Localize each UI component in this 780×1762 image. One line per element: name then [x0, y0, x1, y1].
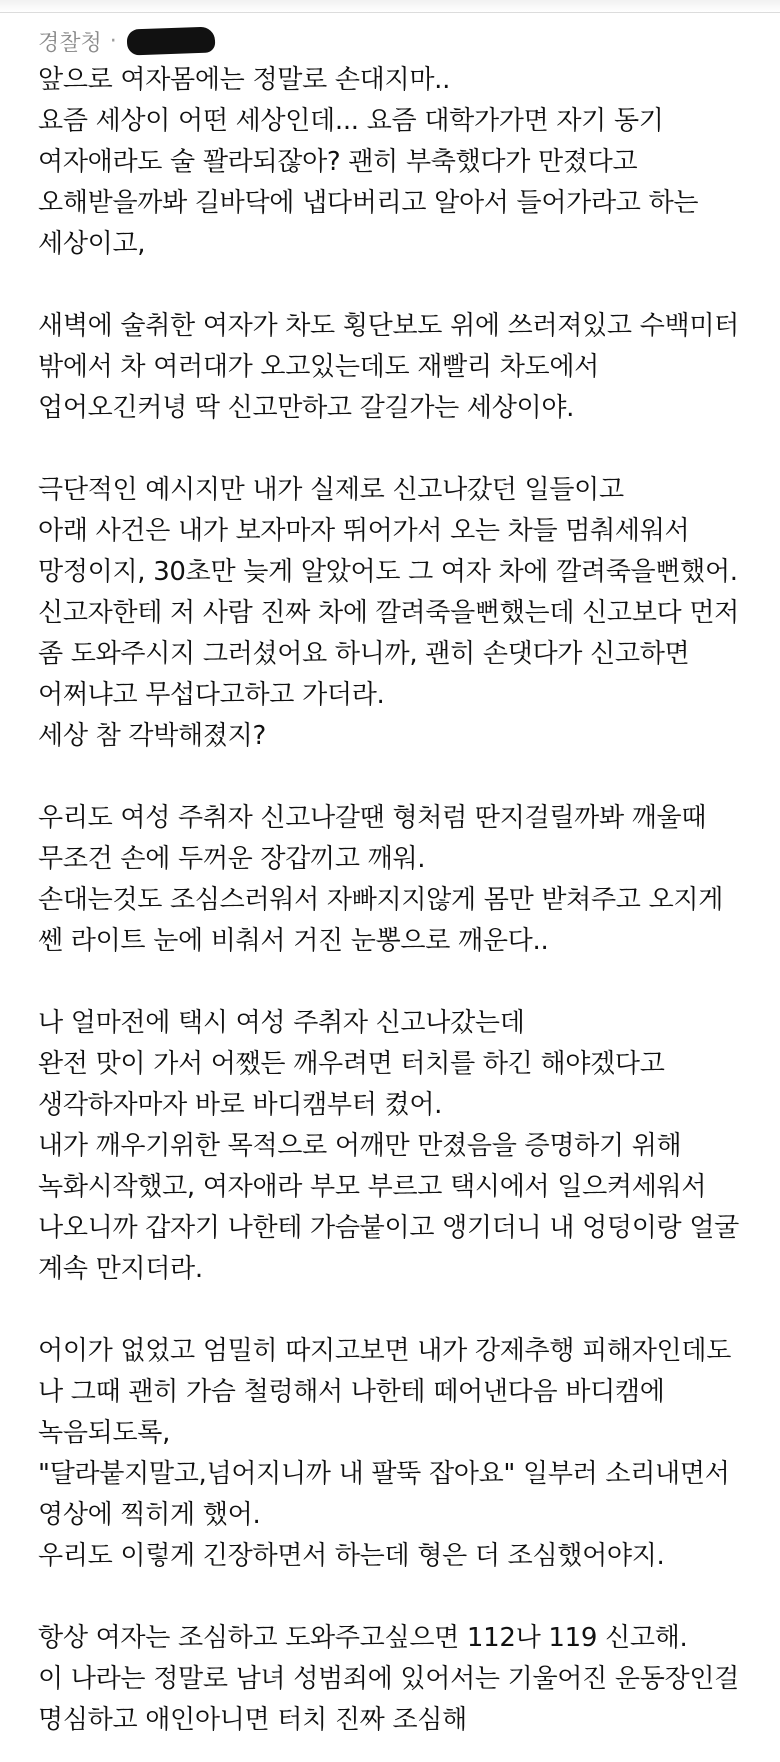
post-line: 계속 만지더라.: [38, 1254, 203, 1284]
post-line: 어이가 없었고 엄밀히 따지고보면 내가 강제추행 피해자인데도: [38, 1336, 732, 1366]
post-line: 무조건 손에 두꺼운 장갑끼고 깨워.: [38, 844, 426, 874]
paragraph-gap: [38, 429, 768, 470]
post-line: 세상 참 각박해졌지?: [38, 721, 266, 751]
post-line: 오해받을까봐 길바닥에 냅다버리고 알아서 들어가라고 하는: [38, 188, 699, 218]
paragraph-gap: [38, 1290, 768, 1331]
paragraph-gap: [38, 1577, 768, 1618]
post-line: 쎈 라이트 눈에 비춰서 거진 눈뽕으로 깨운다..: [38, 926, 549, 956]
paragraph-gap: [38, 757, 768, 798]
post-line: 완전 맛이 가서 어쨌든 깨우려면 터치를 하긴 해야겠다고: [38, 1049, 665, 1079]
post-line: 녹화시작했고, 여자애라 부모 부르고 택시에서 일으켜세워서: [38, 1172, 707, 1202]
post-line: 요즘 세상이 어떤 세상인데... 요즘 대학가가면 자기 동기: [38, 106, 664, 136]
post-line: 나 그때 괜히 가슴 철렁해서 나한테 떼어낸다음 바디캠에: [38, 1377, 665, 1407]
post-line: 우리도 이렇게 긴장하면서 하는데 형은 더 조심했어야지.: [38, 1541, 665, 1571]
post-line: 나오니까 갑자기 나한테 가슴붙이고 앵기더니 내 엉덩이랑 얼굴: [38, 1213, 739, 1243]
post-line: 생각하자마자 바로 바디캠부터 켰어.: [38, 1090, 443, 1120]
post-line: "달라붙지말고,넘어지니까 내 팔뚝 잡아요" 일부러 소리내면서: [38, 1459, 730, 1489]
post-line: 우리도 여성 주취자 신고나갈땐 형처럼 딴지걸릴까봐 깨울때: [38, 803, 707, 833]
post-line: 손대는것도 조심스러워서 자빠지지않게 몸만 받쳐주고 오지게: [38, 885, 724, 915]
post-line: 어쩌냐고 무섭다고하고 가더라.: [38, 680, 385, 710]
post-line: 새벽에 술취한 여자가 차도 횡단보도 위에 쓰러져있고 수백미터: [38, 311, 739, 341]
post-line: 신고자한테 저 사람 진짜 차에 깔려죽을뻔했는데 신고보다 먼저: [38, 598, 739, 628]
post-line: 망정이지, 30초만 늦게 알았어도 그 여자 차에 깔려죽을뻔했어.: [38, 557, 738, 587]
paragraph-gap: [38, 265, 768, 306]
post-header: [38, 26, 215, 56]
post-line: 업어오긴커녕 딱 신고만하고 갈길가는 세상이야.: [38, 393, 575, 423]
post-line: 나 얼마전에 택시 여성 주취자 신고나갔는데: [38, 1008, 525, 1038]
post-line: 항상 여자는 조심하고 도와주고싶으면 112나 119 신고해.: [38, 1623, 688, 1653]
post-line: 좀 도와주시지 그러셨어요 하니까, 괜히 손댓다가 신고하면: [38, 639, 690, 669]
post-line: 아래 사건은 내가 보자마자 뛰어가서 오는 차들 멈춰세워서: [38, 516, 690, 546]
post-line: 앞으로 여자몸에는 정말로 손대지마..: [38, 65, 451, 95]
post-line: 여자애라도 술 꽐라되잖아? 괜히 부축했다가 만졌다고: [38, 147, 638, 177]
post-line: 밖에서 차 여러대가 오고있는데도 재빨리 차도에서: [38, 352, 599, 382]
post-line: 명심하고 애인아니면 터치 진짜 조심해: [38, 1705, 467, 1735]
post-line: 내가 깨우기위한 목적으로 어깨만 만졌음을 증명하기 위해: [38, 1131, 682, 1161]
post-line: 세상이고,: [38, 229, 146, 259]
post-line: 녹음되도록,: [38, 1418, 171, 1448]
redacted-username: [126, 26, 215, 55]
post-line: 이 나라는 정말로 남녀 성범죄에 있어서는 기울어진 운동장인걸: [38, 1664, 739, 1694]
post-body: [38, 60, 768, 1741]
post-line: 극단적인 예시지만 내가 실제로 신고나갔던 일들이고: [38, 475, 624, 505]
paragraph-gap: [38, 962, 768, 1003]
top-border: [0, 0, 780, 13]
author-name[interactable]: 경찰청: [38, 30, 102, 56]
separator-dot: ·: [109, 28, 117, 54]
post-line: 영상에 찍히게 했어.: [38, 1500, 261, 1530]
